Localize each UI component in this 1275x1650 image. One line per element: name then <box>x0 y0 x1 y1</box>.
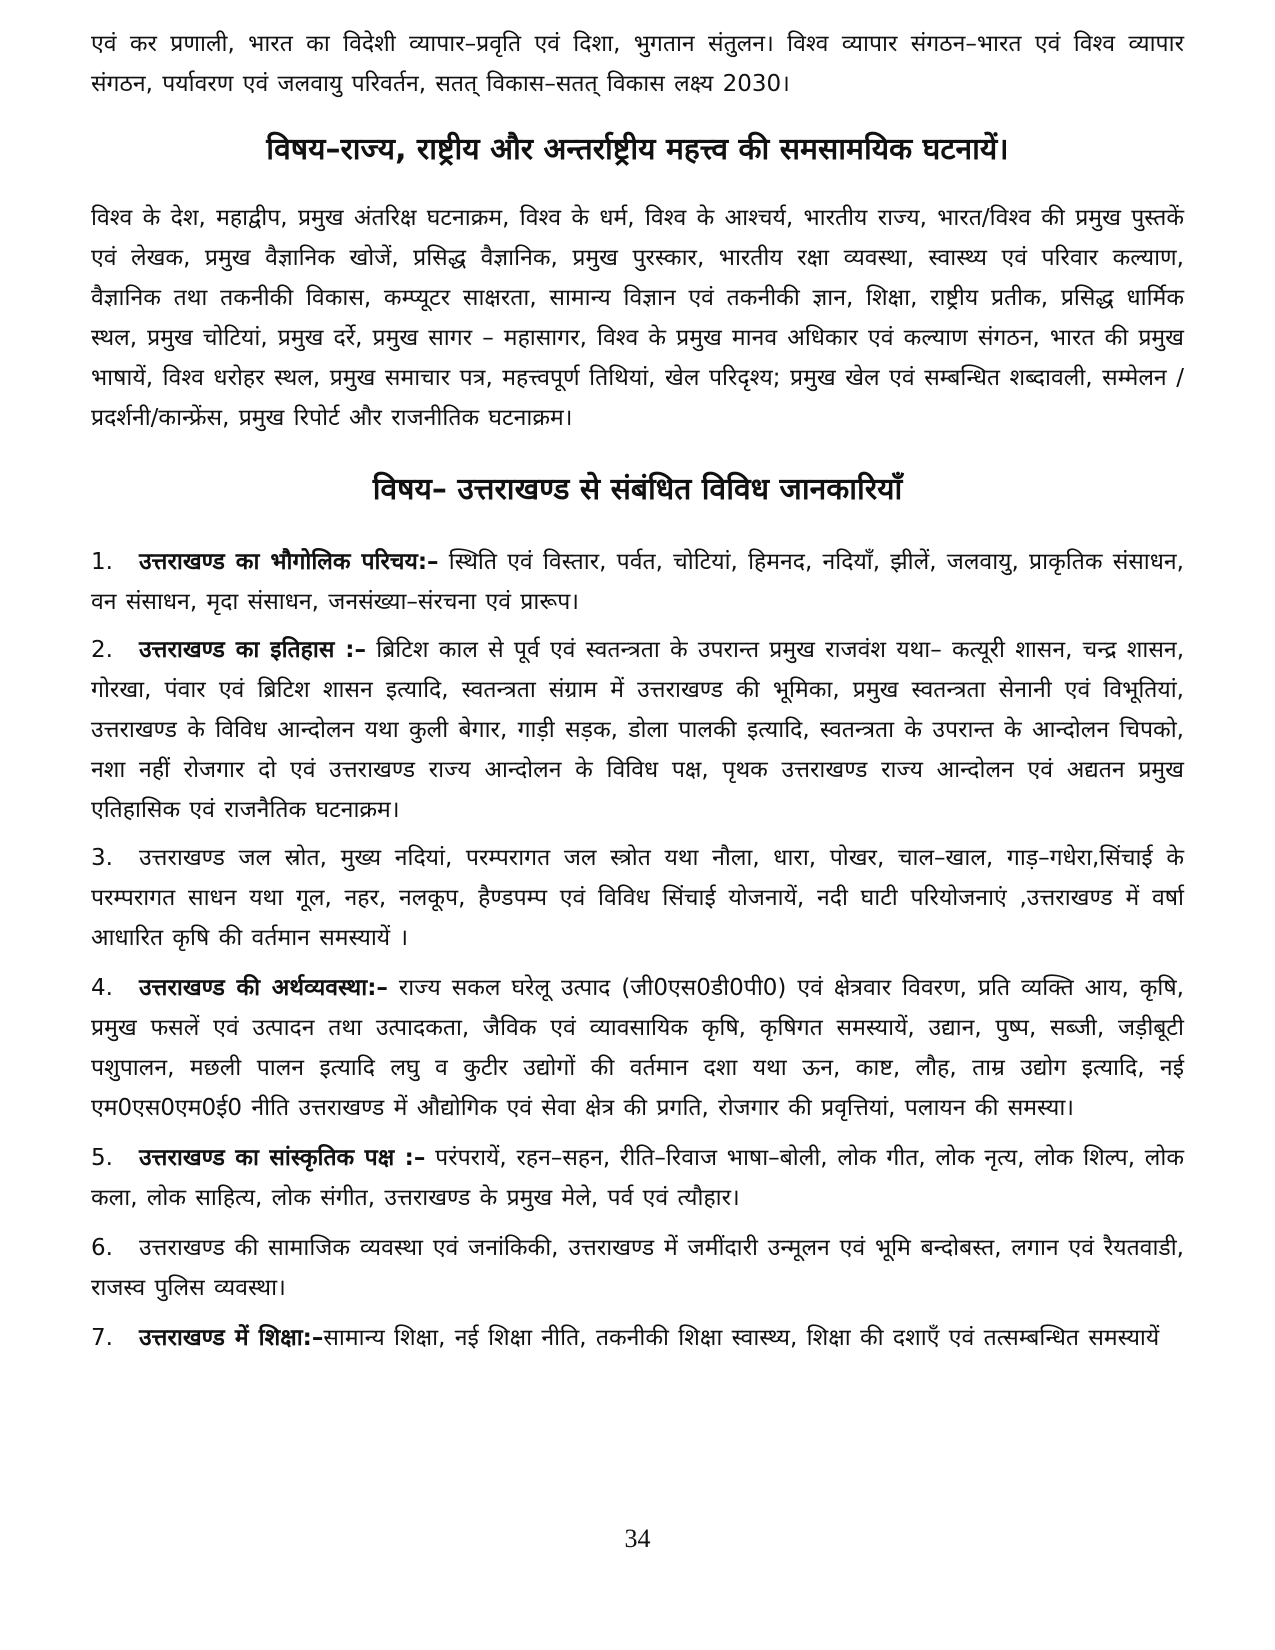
item-number: 7. <box>91 1325 113 1351</box>
item-number: 3. <box>91 845 113 871</box>
item-number: 2. <box>91 637 113 663</box>
syllabus-item-geography <box>91 542 1184 622</box>
item-number: 1. <box>91 549 113 575</box>
item-number: 6. <box>91 1235 113 1261</box>
item-text: परंपरायें, रहन–सहन, रीति–रिवाज भाषा–बोली, लोक गीत, लोक नृत्य, लोक शिल्प, लोक कला, लोक साहित्य, लोक संगीत, उत्तराखण्ड के प्रमुख मेले, पर्व एवं त्यौहार। <box>91 1145 1185 1211</box>
syllabus-item-water-resources <box>91 838 1184 958</box>
syllabus-item-social-system <box>91 1228 1184 1308</box>
item-number: 5. <box>91 1145 113 1171</box>
item-text: राज्य सकल घरेलू उत्पाद (जी0एस0डी0पी0) एवं क्षेत्रवार विवरण, प्रति व्यक्ति आय, कृषि, प्रमुख फसलें एवं उत्पादन तथा उत्पादकता, जैविक एवं व्यावसायिक कृषि, कृषिगत समस्यायें, उद्यान, पुष्प, सब्जी, जड़ीबूटी पशुपालन, मछली पालन इत्यादि लघु व कुटीर उद्योगों की वर्तमान दशा यथा ऊन, काष्ट, लौह, ताम्र उद्योग इत्यादि, नई एम0एस0एम0ई0 नीति उत्तराखण्ड में औद्योगिक एवं सेवा क्षेत्र की प्रगति, रोजगार की प्रवृत्तियां, पलायन की समस्या। <box>91 975 1184 1121</box>
page-number: 34 <box>624 1524 651 1553</box>
intro-continuation-paragraph: एवं कर प्रणाली, भारत का विदेशी व्यापार–प्रवृति एवं दिशा, भुगतान संतुलन। विश्व व्यापार संगठन–भारत एवं विश्व व्यापार संगठन, पर्यावरण एवं जलवायु परिवर्तन, सतत् विकास–सतत् विकास लक्ष्य 2030। <box>91 31 1184 97</box>
syllabus-item-economy <box>91 968 1184 1128</box>
heading-uttarakhand-info: विषय– उत्तराखण्ड से संबंधित विविध जानकारियाँ <box>372 472 903 507</box>
item-lead: उत्तराखण्ड का इतिहास :– <box>138 637 366 663</box>
syllabus-item-education <box>91 1318 1184 1358</box>
syllabus-item-list <box>91 542 1184 1358</box>
item-lead: उत्तराखण्ड में शिक्षा:– <box>138 1325 324 1351</box>
item-text: सामान्य शिक्षा, नई शिक्षा नीति, तकनीकी शिक्षा स्वास्थ्य, शिक्षा की दशाएँ एवं तत्सम्बन्धित समस्यायें <box>323 1325 1160 1351</box>
syllabus-item-history <box>91 630 1184 830</box>
current-affairs-body: विश्व के देश, महाद्वीप, प्रमुख अंतरिक्ष घटनाक्रम, विश्व के धर्म, विश्व के आश्चर्य, भारतीय राज्य, भारत/विश्व की प्रमुख पुस्तकें एवं लेखक, प्रमुख वैज्ञानिक खोजें, प्रसिद्ध वैज्ञानिक, प्रमुख पुरस्कार, भारतीय रक्षा व्यवस्था, स्वास्थ्य एवं परिवार कल्याण, वैज्ञानिक तथा तकनीकी विकास, कम्प्यूटर साक्षरता, सामान्य विज्ञान एवं तकनीकी ज्ञान, शिक्षा, राष्ट्रीय प्रतीक, प्रसिद्ध धार्मिक स्थल, प्रमुख चोटियां, प्रमुख दर्रे, प्रमुख सागर – महासागर, विश्व के प्रमुख मानव अधिकार एवं कल्याण संगठन, भारत की प्रमुख भाषायें, विश्व धरोहर स्थल, प्रमुख समाचार पत्र, महत्त्वपूर्ण तिथियां, खेल परिदृश्य; प्रमुख खेल एवं सम्बन्धित शब्दावली, सम्मेलन / प्रदर्शनी/कान्फ्रेंस, प्रमुख रिपोर्ट और राजनीतिक घटनाक्रम। <box>91 205 1184 431</box>
syllabus-item-culture <box>91 1138 1184 1218</box>
item-text: उत्तराखण्ड की सामाजिक व्यवस्था एवं जनांकिकी, उत्तराखण्ड में जमींदारी उन्मूलन एवं भूमि बन्दोबस्त, लगान एवं रैयतवाडी, राजस्व पुलिस व्यवस्था। <box>91 1235 1184 1301</box>
item-text: ब्रिटिश काल से पूर्व एवं स्वतन्त्रता के उपरान्त प्रमुख राजवंश यथा– कत्यूरी शासन, चन्द्र शासन, गोरखा, पंवार एवं ब्रिटिश शासन इत्यादि, स्वतन्त्रता संग्राम में उत्तराखण्ड की भूमिका, प्रमुख स्वतन्त्रता सेनानी एवं विभूतियां, उत्तराखण्ड के विविध आन्दोलन यथा कुली बेगार, गाड़ी सड़क, डोला पालकी इत्यादि, स्वतन्त्रता के उपरान्त के आन्दोलन चिपको, नशा नहीं रोजगार दो एवं उत्तराखण्ड राज्य आन्दोलन के विविध पक्ष, पृथक उत्तराखण्ड राज्य आन्दोलन एवं अद्यतन प्रमुख एतिहासिक एवं राजनैतिक घटनाक्रम। <box>91 637 1185 823</box>
item-lead: उत्तराखण्ड का सांस्कृतिक पक्ष :– <box>138 1145 426 1171</box>
item-lead: उत्तराखण्ड का भौगोलिक परिचय:– <box>138 549 439 575</box>
item-number: 4. <box>91 975 113 1001</box>
heading-current-affairs: विषय–राज्य, राष्ट्रीय और अन्तर्राष्ट्रीय महत्त्व की समसामयिक घटनायें। <box>266 132 1009 167</box>
item-lead: उत्तराखण्ड की अर्थव्यवस्था:– <box>138 975 388 1001</box>
item-text: स्थिति एवं विस्तार, पर्वत, चोटियां, हिमनद, नदियाँ, झीलें, जलवायु, प्राकृतिक संसाधन, वन संसाधन, मृदा संसाधन, जनसंख्या–संरचना एवं प्रारूप। <box>91 549 1184 615</box>
item-text: उत्तराखण्ड जल स्रोत, मुख्य नदियां, परम्परागत जल स्त्रोत यथा नौला, धारा, पोखर, चाल–खाल, गाड़–गधेरा,सिंचाई के परम्परागत साधन यथा गूल, नहर, नलकूप, हैण्डपम्प एवं विविध सिंचाई योजनायें, नदी घाटी परियोजनाएं ,उत्तराखण्ड में वर्षा आधारित कृषि की वर्तमान समस्यायें । <box>91 845 1184 951</box>
